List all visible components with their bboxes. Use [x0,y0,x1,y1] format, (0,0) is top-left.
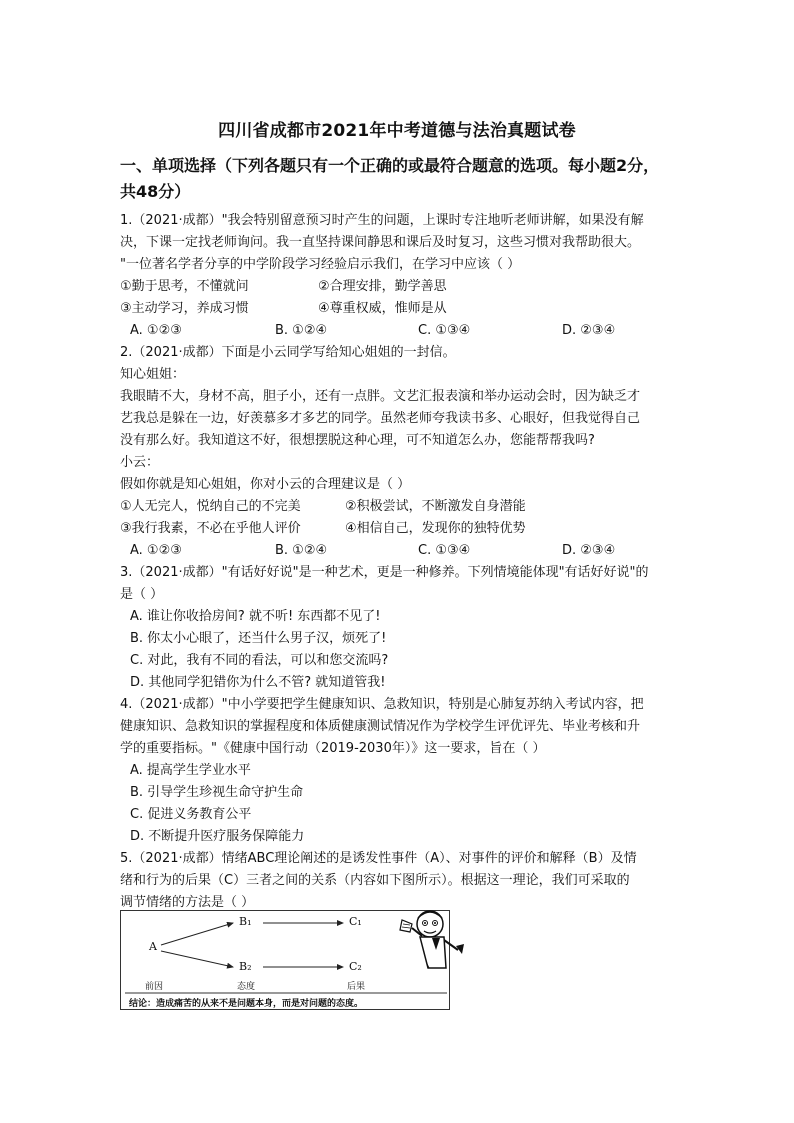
q2-letter-line1: 我眼睛不大，身材不高，胆子小，还有一点胖。文艺汇报表演和举办运动会时，因为缺乏才 [120,389,641,404]
q5-stem-line2: 绪和行为的后果（C）三者之间的关系（内容如下图所示）。根据这一理论，我们可采取的 [120,873,630,888]
thinking-man-illustration [398,906,472,970]
q2-item-3: ③我行我素，不必在乎他人评价 [120,521,301,536]
node-c1: C₁ [349,915,362,928]
q3-option-b[interactable]: B. 你太小心眼了，还当什么男子汉，烦死了! [130,631,387,646]
q3-stem-line1: 3.（2021·成都）"有话好好说"是一种艺术，更是一种修养。下列情境能体现"有话好好说"的 [120,565,649,580]
q2-letter-signature: 小云： [120,455,160,470]
q2-item-1: ①人无完人，悦纳自己的不完美 [120,499,301,514]
q4-option-b[interactable]: B. 引导学生珍视生命守护生命 [130,785,304,800]
q2-item-4: ④相信自己，发现你的独特优势 [345,521,526,536]
node-b1: B₁ [239,915,252,928]
q1-option-b[interactable]: B. ①②④ [275,323,328,338]
q2-option-c[interactable]: C. ①③④ [418,543,471,558]
q2-item-2: ②积极尝试，不断激发自身潜能 [345,499,526,514]
q1-stem-line1: 1.（2021·成都）"我会特别留意预习时产生的问题，上课时专注地听老师讲解，如果没有解 [120,213,644,228]
q1-option-a[interactable]: A. ①②③ [130,323,182,338]
q1-option-d[interactable]: D. ②③④ [562,323,616,338]
label-cause: 前因 [145,982,164,992]
q1-option-c[interactable]: C. ①③④ [418,323,471,338]
node-b2: B₂ [239,960,252,973]
label-result: 后果 [347,982,366,992]
q2-stem-line1: 2.（2021·成都）下面是小云同学写给知心姐姐的一封信。 [120,345,456,360]
q5-stem-line1: 5.（2021·成都）情绪ABC理论阐述的是诱发性事件（A）、对事件的评价和解释（B）及情 [120,851,637,866]
section-heading-line2: 共48分） [120,182,191,201]
q4-option-d[interactable]: D. 不断提升医疗服务保障能力 [130,829,305,844]
q1-item-1: ①勤于思考，不懂就问 [120,279,249,294]
diagram-conclusion: 结论：造成痛苦的从来不是问题本身，而是对问题的态度。 [129,999,364,1009]
q5-stem-line3: 调节情绪的方法是（ ） [120,895,255,910]
q3-option-d[interactable]: D. 其他同学犯错你为什么不管? 就知道管我! [130,675,386,690]
q3-option-c[interactable]: C. 对此，我有不同的看法，可以和您交流吗? [130,653,389,668]
q1-stem-line2: 决，下课一定找老师询问。我一直坚持课间静思和课后及时复习，这些习惯对我帮助很大。 [120,235,641,250]
node-a: A [149,940,157,953]
q2-letter-line3: 没有那么好。我知道这不好，很想摆脱这种心理，可不知道怎么办，您能帮帮我吗? [120,433,595,448]
q2-stem-question: 假如你就是知心姐姐，你对小云的合理建议是（ ） [120,477,411,492]
q2-option-d[interactable]: D. ②③④ [562,543,616,558]
q1-item-3: ③主动学习，养成习惯 [120,301,249,316]
q2-option-b[interactable]: B. ①②④ [275,543,328,558]
q2-letter-greeting: 知心姐姐： [120,367,186,382]
q4-option-a[interactable]: A. 提高学生学业水平 [130,763,251,778]
node-c2: C₂ [349,960,362,973]
q3-option-a[interactable]: A. 谁让你收拾房间? 就不听! 东西都不见了! [130,609,381,624]
q4-stem-line1: 4.（2021·成都）"中小学要把学生健康知识、急救知识，特别是心肺复苏纳入考试内容，把 [120,697,644,712]
q1-item-2: ②合理安排，勤学善思 [318,279,447,294]
q1-item-4: ④尊重权威，惟师是从 [318,301,447,316]
section-heading-line1: 一、单项选择（下列各题只有一个正确的或最符合题意的选项。每小题2分， [120,156,660,175]
label-attitude: 态度 [237,982,256,992]
q2-letter-line2: 艺我总是躲在一边，好羡慕多才多艺的同学。虽然老师夸我读书多、心眼好，但我觉得自己 [120,411,641,426]
q4-stem-line3: 学的重要指标。"《健康中国行动（2019-2030年）》这一要求，旨在（ ） [120,741,546,756]
page-title: 四川省成都市2021年中考道德与法治真题试卷 [218,121,576,141]
q1-stem-line3: "一位著名学者分享的中学阶段学习经验启示我们，在学习中应该（ ） [120,257,521,272]
q4-stem-line2: 健康知识、急救知识的掌握程度和体质健康测试情况作为学校学生评优评先、毕业考核和升 [120,719,641,734]
q4-option-c[interactable]: C. 促进义务教育公平 [130,807,252,822]
q3-stem-line2: 是（ ） [120,587,164,602]
q2-option-a[interactable]: A. ①②③ [130,543,182,558]
